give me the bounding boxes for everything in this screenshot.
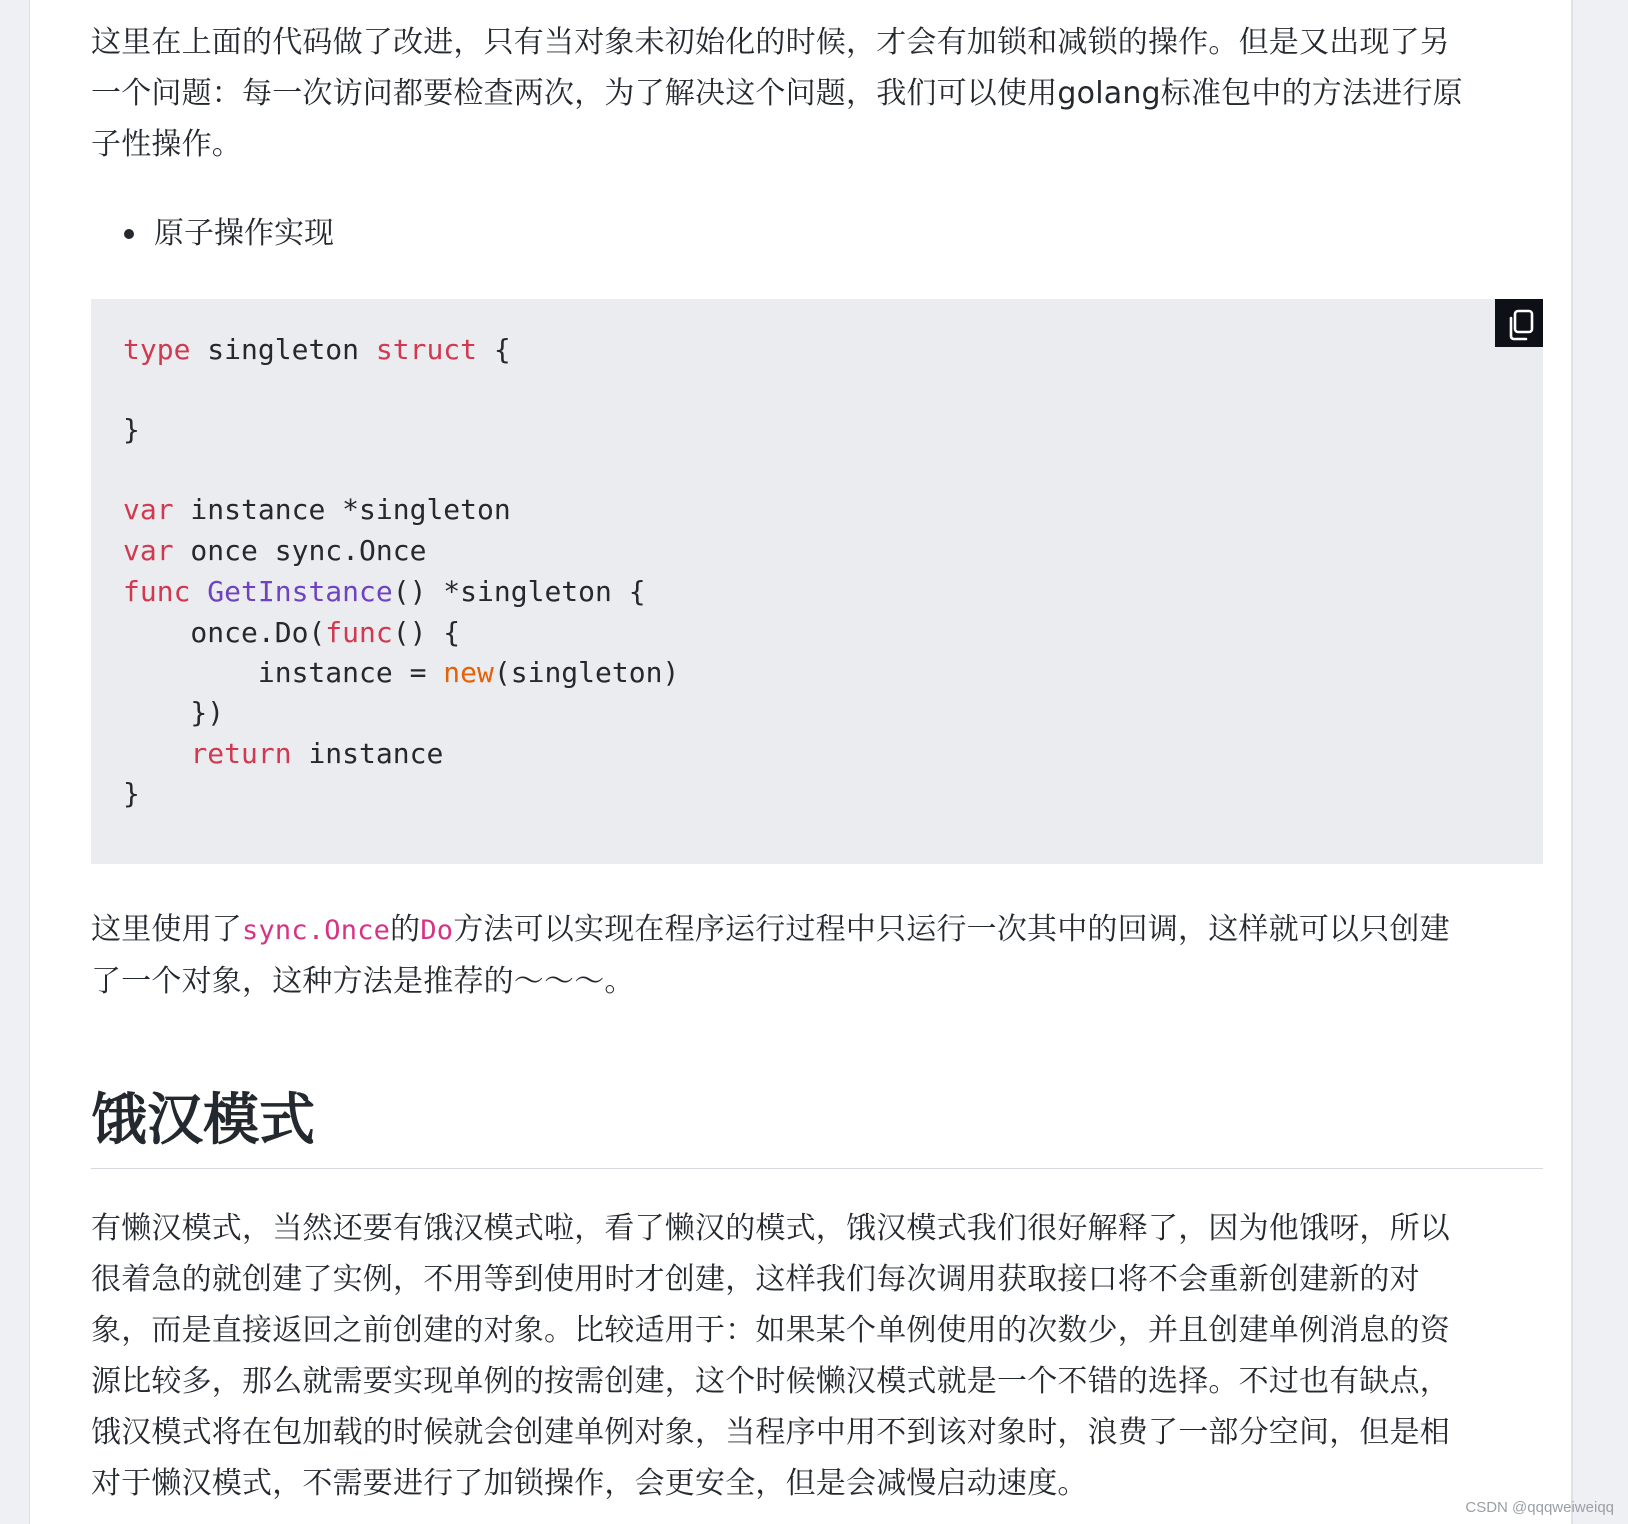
code-keyword: var [123,493,174,526]
code-text: () *singleton { [392,575,646,608]
code-block[interactable] [91,299,1543,864]
code-text: instance *singleton [173,493,511,526]
bullet-list [118,208,334,259]
code-text: } [123,777,140,810]
paragraph-line: 对于懒汉模式，不需要进行了加锁操作，会更安全，但是会减慢启动速度。 [91,1466,1088,1501]
code-text: singleton [190,333,376,366]
paragraph-sync-once [91,904,1511,1007]
code-text [190,575,207,608]
code-keyword: return [190,737,292,770]
paragraph-line: 一个问题：每一次访问都要检查两次，为了解决这个问题，我们可以使用golang标准包中的方法进行原 [91,76,1463,111]
code-text: once sync.Once [173,534,427,567]
code-text: () { [392,616,461,649]
paragraph-text: 这里使用了 [91,912,242,947]
paragraph-hungry-mode [91,1203,1511,1509]
section-heading: 饿汉模式 [91,1088,315,1153]
code-text: instance = [123,656,444,689]
code-text: once.Do( [123,616,326,649]
code-text: } [123,413,140,446]
code-text: { [477,333,511,366]
list-item-label: 原子操作实现 [154,216,334,251]
code-line [123,409,140,451]
code-line [123,652,679,694]
code-text: instance [291,737,444,770]
code-keyword: func [325,616,393,649]
code-line [123,489,511,531]
code-keyword: func [123,575,191,608]
code-keyword: type [123,333,191,366]
paragraph-line: 很着急的就创建了实例，不用等到使用时才创建，这样我们每次调用获取接口将不会重新创建新的对 [91,1262,1420,1297]
paragraph-line: 了一个对象，这种方法是推荐的～～～。 [91,964,635,999]
code-text: (singleton) [493,656,680,689]
code-line [123,773,140,815]
watermark: CSDN @qqqweiweiqq [1465,1499,1614,1516]
paragraph-line: 源比较多，那么就需要实现单例的按需创建，这个时候懒汉模式就是一个不错的选择。不过也有缺点， [91,1364,1450,1399]
heading-divider [91,1168,1543,1169]
code-line [123,530,426,572]
copy-code-button[interactable] [1495,299,1543,347]
list-item [118,208,334,259]
paragraph-line: 有懒汉模式，当然还要有饿汉模式啦，看了懒汉的模式，饿汉模式我们很好解释了，因为他饿呀，所以 [91,1211,1450,1246]
paragraph-line [91,904,1511,956]
paragraph-text: 的 [390,912,421,947]
inline-code-do: Do [420,915,454,946]
code-line [123,571,646,613]
inline-code-sync-once: sync.Once [242,915,391,946]
article-container [29,0,1573,1524]
paragraph-intro [91,17,1511,170]
code-function-name: GetInstance [207,575,393,608]
code-line [123,612,460,654]
code-text [123,737,190,770]
paragraph-line: 子性操作。 [91,127,242,162]
paragraph-line: 饿汉模式将在包加载的时候就会创建单例对象，当程序中用不到该对象时，浪费了一部分空间，但是相 [91,1415,1450,1450]
bullet-dot-icon [124,229,134,239]
paragraph-line: 象，而是直接返回之前创建的对象。比较适用于：如果某个单例使用的次数少，并且创建单例消息的资 [91,1313,1450,1348]
code-keyword: var [123,534,174,567]
paragraph-text: 方法可以实现在程序运行过程中只运行一次其中的回调，这样就可以只创建 [453,912,1450,947]
code-text: }) [123,696,225,729]
code-line [123,733,443,775]
code-line [123,329,511,371]
code-builtin: new [443,656,494,689]
code-line [123,692,224,734]
copy-icon [1506,309,1536,341]
paragraph-line: 这里在上面的代码做了改进，只有当对象未初始化的时候，才会有加锁和减锁的操作。但是又出现了另 [91,25,1450,60]
code-keyword: struct [375,333,478,366]
